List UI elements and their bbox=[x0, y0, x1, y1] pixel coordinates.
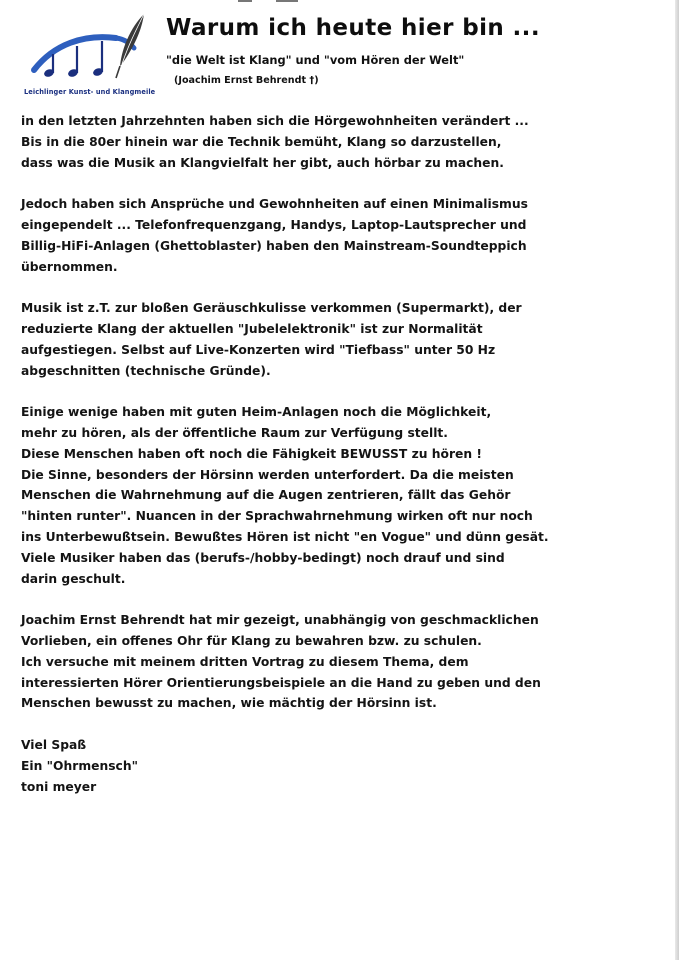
text-line: übernommen. bbox=[21, 259, 118, 274]
body-text bbox=[21, 111, 581, 818]
scan-marks bbox=[238, 0, 298, 2]
page-title: Warum ich heute hier bin ... bbox=[166, 15, 540, 41]
text-line: Billig-HiFi-Anlagen (Ghettoblaster) haben den Mainstream-Soundteppich bbox=[21, 238, 527, 253]
text-line: dass was die Musik an Klangvielfalt her gibt, auch hörbar zu machen. bbox=[21, 155, 504, 170]
text-line: Viele Musiker haben das (berufs-/hobby-bedingt) noch drauf und sind bbox=[21, 550, 505, 565]
text-line: Musik ist z.T. zur bloßen Geräuschkulisse verkommen (Supermarkt), der bbox=[21, 301, 522, 316]
text-line: interessierten Hörer Orientierungsbeispiele an die Hand zu geben und den bbox=[21, 675, 541, 690]
text-line: Jedoch haben sich Ansprüche und Gewohnheiten auf einen Minimalismus bbox=[21, 197, 528, 212]
text-line: Diese Menschen haben oft noch die Fähigkeit BEWUSST zu hören ! bbox=[21, 446, 483, 461]
closing-line: Viel Spaß bbox=[21, 737, 87, 752]
text-line: aufgestiegen. Selbst auf Live-Konzerten wird "Tiefbass" unter 50 Hz bbox=[21, 342, 496, 357]
music-notes-feather-logo-icon bbox=[20, 10, 160, 90]
text-line: "hinten runter". Nuancen in der Sprachwahrnehmung wirken oft nur noch bbox=[21, 509, 533, 524]
text-line: Die Sinne, besonders der Hörsinn werden unterfordert. Da die meisten bbox=[21, 467, 514, 482]
paragraph-3 bbox=[21, 298, 581, 381]
text-line: eingependelt ... Telefonfrequenzgang, Handys, Laptop-Lautsprecher und bbox=[21, 217, 527, 232]
closing-line: Ein "Ohrmensch" bbox=[21, 758, 139, 773]
text-line: reduzierte Klang der aktuellen "Jubelelektronik" ist zur Normalität bbox=[21, 321, 483, 336]
paragraph-5 bbox=[21, 610, 581, 714]
text-line: Menschen bewusst zu machen, wie mächtig der Hörsinn ist. bbox=[21, 696, 437, 711]
text-line: Bis in die 80er hinein war die Technik bemüht, Klang so darzustellen, bbox=[21, 134, 502, 149]
text-line: Einige wenige haben mit guten Heim-Anlagen noch die Möglichkeit, bbox=[21, 405, 492, 420]
text-line: ins Unterbewußtsein. Bewußtes Hören ist nicht "en Vogue" und dünn gesät. bbox=[21, 529, 549, 544]
page-edge-shadow bbox=[675, 0, 679, 960]
logo-caption: Leichlinger Kunst- und Klangmeile bbox=[24, 88, 156, 96]
signature-block bbox=[21, 735, 581, 797]
text-line: Menschen die Wahrnehmung auf die Augen zentrieren, fällt das Gehör bbox=[21, 488, 511, 503]
paragraph-2 bbox=[21, 194, 581, 277]
text-line: in den letzten Jahrzehnten haben sich die Hörgewohnheiten verändert ... bbox=[21, 114, 529, 128]
attribution: (Joachim Ernst Behrendt †) bbox=[174, 75, 319, 86]
text-line: abgeschnitten (technische Gründe). bbox=[21, 363, 271, 378]
text-line: Joachim Ernst Behrendt hat mir gezeigt, unabhängig von geschmacklichen bbox=[21, 613, 539, 628]
paragraph-4 bbox=[21, 402, 581, 589]
logo bbox=[20, 10, 160, 102]
text-line: darin geschult. bbox=[21, 571, 126, 586]
text-line: Ich versuche mit meinem dritten Vortrag zu diesem Thema, dem bbox=[21, 654, 469, 669]
text-line: mehr zu hören, als der öffentliche Raum zur Verfügung stellt. bbox=[21, 425, 448, 440]
author-name: toni meyer bbox=[21, 779, 97, 794]
paragraph-1 bbox=[21, 111, 581, 173]
text-line: Vorlieben, ein offenes Ohr für Klang zu bewahren bzw. zu schulen. bbox=[21, 633, 482, 648]
page-subtitle: "die Welt ist Klang" und "vom Hören der Welt" bbox=[166, 53, 465, 67]
